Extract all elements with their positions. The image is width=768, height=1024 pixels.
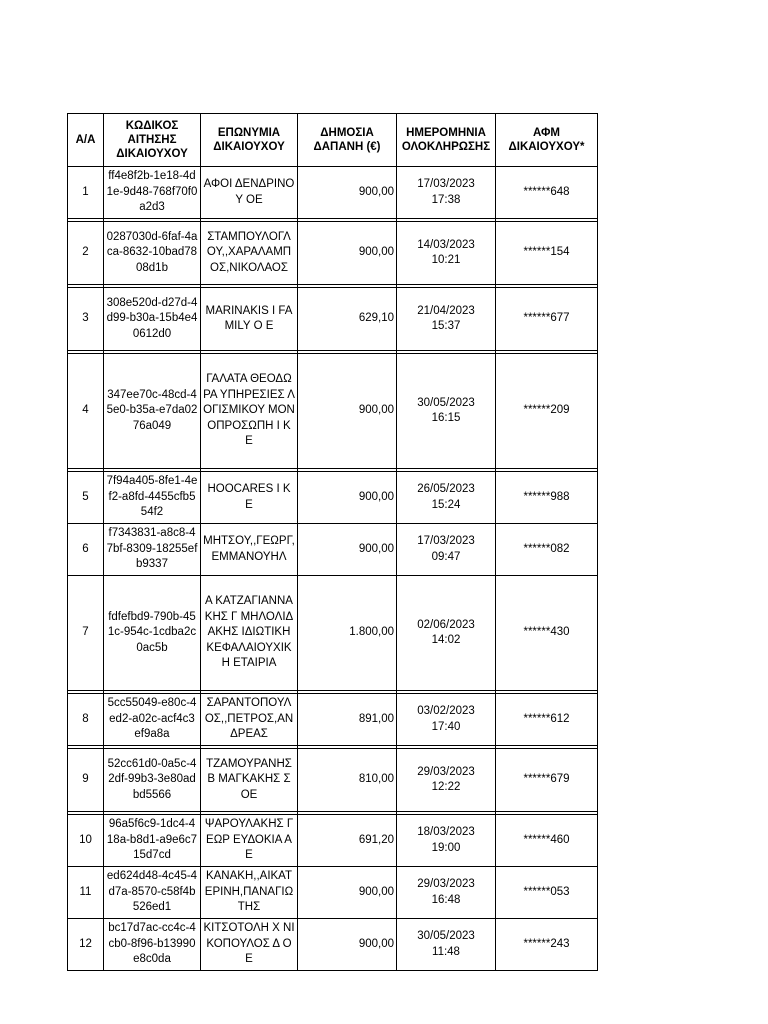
tax-id-masked: ******430 <box>496 576 598 691</box>
table-row <box>68 167 598 219</box>
table-body <box>68 167 598 971</box>
completion-date: 26/05/2023 <box>417 483 475 495</box>
completion-date: 30/05/2023 <box>417 930 475 942</box>
completion-datetime <box>397 694 496 746</box>
completion-time: 14:02 <box>431 634 461 646</box>
public-expenditure: 900,00 <box>298 167 397 219</box>
public-expenditure: 900,00 <box>298 354 397 469</box>
public-expenditure: 810,00 <box>298 749 397 812</box>
completion-date: 02/06/2023 <box>417 618 475 631</box>
completion-datetime <box>397 524 496 576</box>
table-row <box>68 288 598 351</box>
header-row <box>68 114 598 167</box>
completion-datetime <box>397 354 496 469</box>
row-number: 3 <box>68 288 104 351</box>
application-code: 5cc55049-e80c-4ed2-a02c-acf4c3ef9a8a <box>104 694 201 746</box>
completion-date: 21/04/2023 <box>417 304 475 317</box>
completion-time: 15:24 <box>431 498 461 511</box>
table-row <box>68 694 598 746</box>
completion-datetime <box>397 288 496 351</box>
beneficiary-name: MARINAKIS I FAMILY O E <box>201 288 298 351</box>
completion-time: 11:48 <box>432 945 460 958</box>
completion-time: 17:40 <box>431 720 461 733</box>
public-expenditure: 900,00 <box>298 524 397 576</box>
completion-time: 16:48 <box>431 893 461 906</box>
beneficiary-name: Α ΚΑΤΖΑΓΙΑΝΝΑΚΗΣ Γ ΜΗΛΟΛΙΔΑΚΗΣ ΙΔΙΩΤΙΚΗ ΚΕΦΑΛΑΙΟΥΧΙΚΗ ΕΤΑΙΡΙΑ <box>201 576 298 691</box>
completion-datetime <box>397 749 496 812</box>
application-code: f7343831-a8c8-47bf-8309-18255efb9337 <box>104 524 201 576</box>
beneficiary-name: ΚΑΝΑΚΗ,,ΑΙΚΑΤΕΡΙΝΗ,ΠΑΝΑΓΙΩΤΗΣ <box>201 867 298 919</box>
beneficiary-name: ΜΗΤΣΟΥ,,ΓΕΩΡΓ, ΕΜΜΑΝΟΥΗΛ <box>201 524 298 576</box>
completion-date: 14/03/2023 <box>417 238 475 251</box>
completion-date: 18/03/2023 <box>417 826 475 838</box>
tax-id-masked: ******053 <box>496 867 598 919</box>
completion-time: 10:21 <box>431 254 461 266</box>
row-number: 7 <box>68 576 104 691</box>
row-number: 8 <box>68 694 104 746</box>
beneficiaries-table <box>67 113 598 971</box>
table-row <box>68 576 598 691</box>
application-code: 7f94a405-8fe1-4ef2-a8fd-4455cfb554f2 <box>104 472 201 524</box>
application-code: ed624d48-4c45-4d7a-8570-c58f4b526ed1 <box>104 867 201 919</box>
beneficiary-name: ΤΖΑΜΟΥΡΑΝΗΣ Β ΜΑΓΚΑΚΗΣ Σ ΟΕ <box>201 749 298 812</box>
completion-datetime <box>397 867 496 919</box>
header-aa: Α/Α <box>68 114 104 167</box>
row-number: 12 <box>68 919 104 971</box>
tax-id-masked: ******154 <box>496 222 598 285</box>
completion-date: 29/03/2023 <box>417 765 475 778</box>
table-row <box>68 919 598 971</box>
tax-id-masked: ******209 <box>496 354 598 469</box>
table-row <box>68 749 598 812</box>
table-row <box>68 867 598 919</box>
beneficiary-name: HOOCARES I K E <box>201 472 298 524</box>
completion-date: 17/03/2023 <box>417 535 475 547</box>
header-code: ΚΩΔΙΚΟΣ ΑΙΤΗΣΗΣ ΔΙΚΑΙΟΥΧΟΥ <box>104 114 201 167</box>
application-code: 347ee70c-48cd-45e0-b35a-e7da0276a049 <box>104 354 201 469</box>
completion-datetime <box>397 815 496 867</box>
table-row <box>68 524 598 576</box>
tax-id-masked: ******679 <box>496 749 598 812</box>
row-number: 4 <box>68 354 104 469</box>
completion-datetime <box>397 576 496 691</box>
table-row <box>68 222 598 285</box>
application-code: ff4e8f2b-1e18-4d1e-9d48-768f70f0a2d3 <box>104 167 201 219</box>
application-code: 96a5f6c9-1dc4-418a-b8d1-a9e6c715d7cd <box>104 815 201 867</box>
public-expenditure: 629,10 <box>298 288 397 351</box>
header-name: ΕΠΩΝΥΜΙΑ ΔΙΚΑΙΟΥΧΟΥ <box>201 114 298 167</box>
public-expenditure: 900,00 <box>298 222 397 285</box>
row-number: 5 <box>68 472 104 524</box>
header-date: ΗΜΕΡΟΜΗΝΙΑ ΟΛΟΚΛΗΡΩΣΗΣ <box>397 114 496 167</box>
completion-datetime <box>397 919 496 971</box>
tax-id-masked: ******648 <box>496 167 598 219</box>
beneficiary-name: ΚΙΤΣΟΤΟΛΗ Χ ΝΙΚΟΠΟΥΛΟΣ Δ Ο Ε <box>201 919 298 971</box>
tax-id-masked: ******082 <box>496 524 598 576</box>
application-code: 0287030d-6faf-4aca-8632-10bad7808d1b <box>104 222 201 285</box>
application-code: 52cc61d0-0a5c-42df-99b3-3e80adbd5566 <box>104 749 201 812</box>
row-number: 6 <box>68 524 104 576</box>
header-amount: ΔΗΜΟΣΙΑ ΔΑΠΑΝΗ (€) <box>298 114 397 167</box>
tax-id-masked: ******243 <box>496 919 598 971</box>
completion-date: 03/02/2023 <box>417 705 475 717</box>
completion-datetime <box>397 167 496 219</box>
table-row <box>68 354 598 469</box>
header-afm: ΑΦΜ ΔΙΚΑΙΟΥΧΟΥ* <box>496 114 598 167</box>
beneficiary-name: ΨΑΡΟΥΛΑΚΗΣ ΓΕΩΡ ΕΥΔΟΚΙΑ ΑΕ <box>201 815 298 867</box>
completion-time: 17:38 <box>431 193 461 206</box>
tax-id-masked: ******988 <box>496 472 598 524</box>
public-expenditure: 691,20 <box>298 815 397 867</box>
row-number: 11 <box>68 867 104 919</box>
completion-time: 16:15 <box>431 412 461 424</box>
tax-id-masked: ******460 <box>496 815 598 867</box>
application-code: bc17d7ac-cc4c-4cb0-8f96-b13990e8c0da <box>104 919 201 971</box>
completion-time: 19:00 <box>431 841 461 854</box>
public-expenditure: 891,00 <box>298 694 397 746</box>
public-expenditure: 900,00 <box>298 919 397 971</box>
row-number: 2 <box>68 222 104 285</box>
completion-date: 29/03/2023 <box>417 878 475 890</box>
table-row <box>68 815 598 867</box>
row-number: 10 <box>68 815 104 867</box>
completion-datetime <box>397 222 496 285</box>
application-code: 308e520d-d27d-4d99-b30a-15b4e40612d0 <box>104 288 201 351</box>
beneficiary-name: ΓΑΛΑΤΑ ΘΕΟΔΩΡΑ ΥΠΗΡΕΣΙΕΣ ΛΟΓΙΣΜΙΚΟΥ ΜΟΝΟΠΡΟΣΩΠΗ Ι Κ Ε <box>201 354 298 469</box>
row-number: 1 <box>68 167 104 219</box>
application-code: fdfefbd9-790b-451c-954c-1cdba2c0ac5b <box>104 576 201 691</box>
tax-id-masked: ******677 <box>496 288 598 351</box>
completion-datetime <box>397 472 496 524</box>
public-expenditure: 900,00 <box>298 867 397 919</box>
public-expenditure: 1.800,00 <box>298 576 397 691</box>
public-expenditure: 900,00 <box>298 472 397 524</box>
table-row <box>68 472 598 524</box>
completion-time: 12:22 <box>431 781 461 793</box>
beneficiary-name: ΣΤΑΜΠΟΥΛΟΓΛΟΥ,,ΧΑΡΑΛΑΜΠΟΣ,ΝΙΚΟΛΑΟΣ <box>201 222 298 285</box>
completion-date: 30/05/2023 <box>417 396 475 409</box>
completion-time: 15:37 <box>431 320 461 332</box>
tax-id-masked: ******612 <box>496 694 598 746</box>
beneficiary-name: ΑΦΟΙ ΔΕΝΔΡΙΝΟΥ ΟΕ <box>201 167 298 219</box>
beneficiary-name: ΣΑΡΑΝΤΟΠΟΥΛΟΣ,,ΠΕΤΡΟΣ,ΑΝΔΡΕΑΣ <box>201 694 298 746</box>
completion-time: 09:47 <box>431 550 461 563</box>
completion-date: 17/03/2023 <box>417 178 475 190</box>
row-number: 9 <box>68 749 104 812</box>
